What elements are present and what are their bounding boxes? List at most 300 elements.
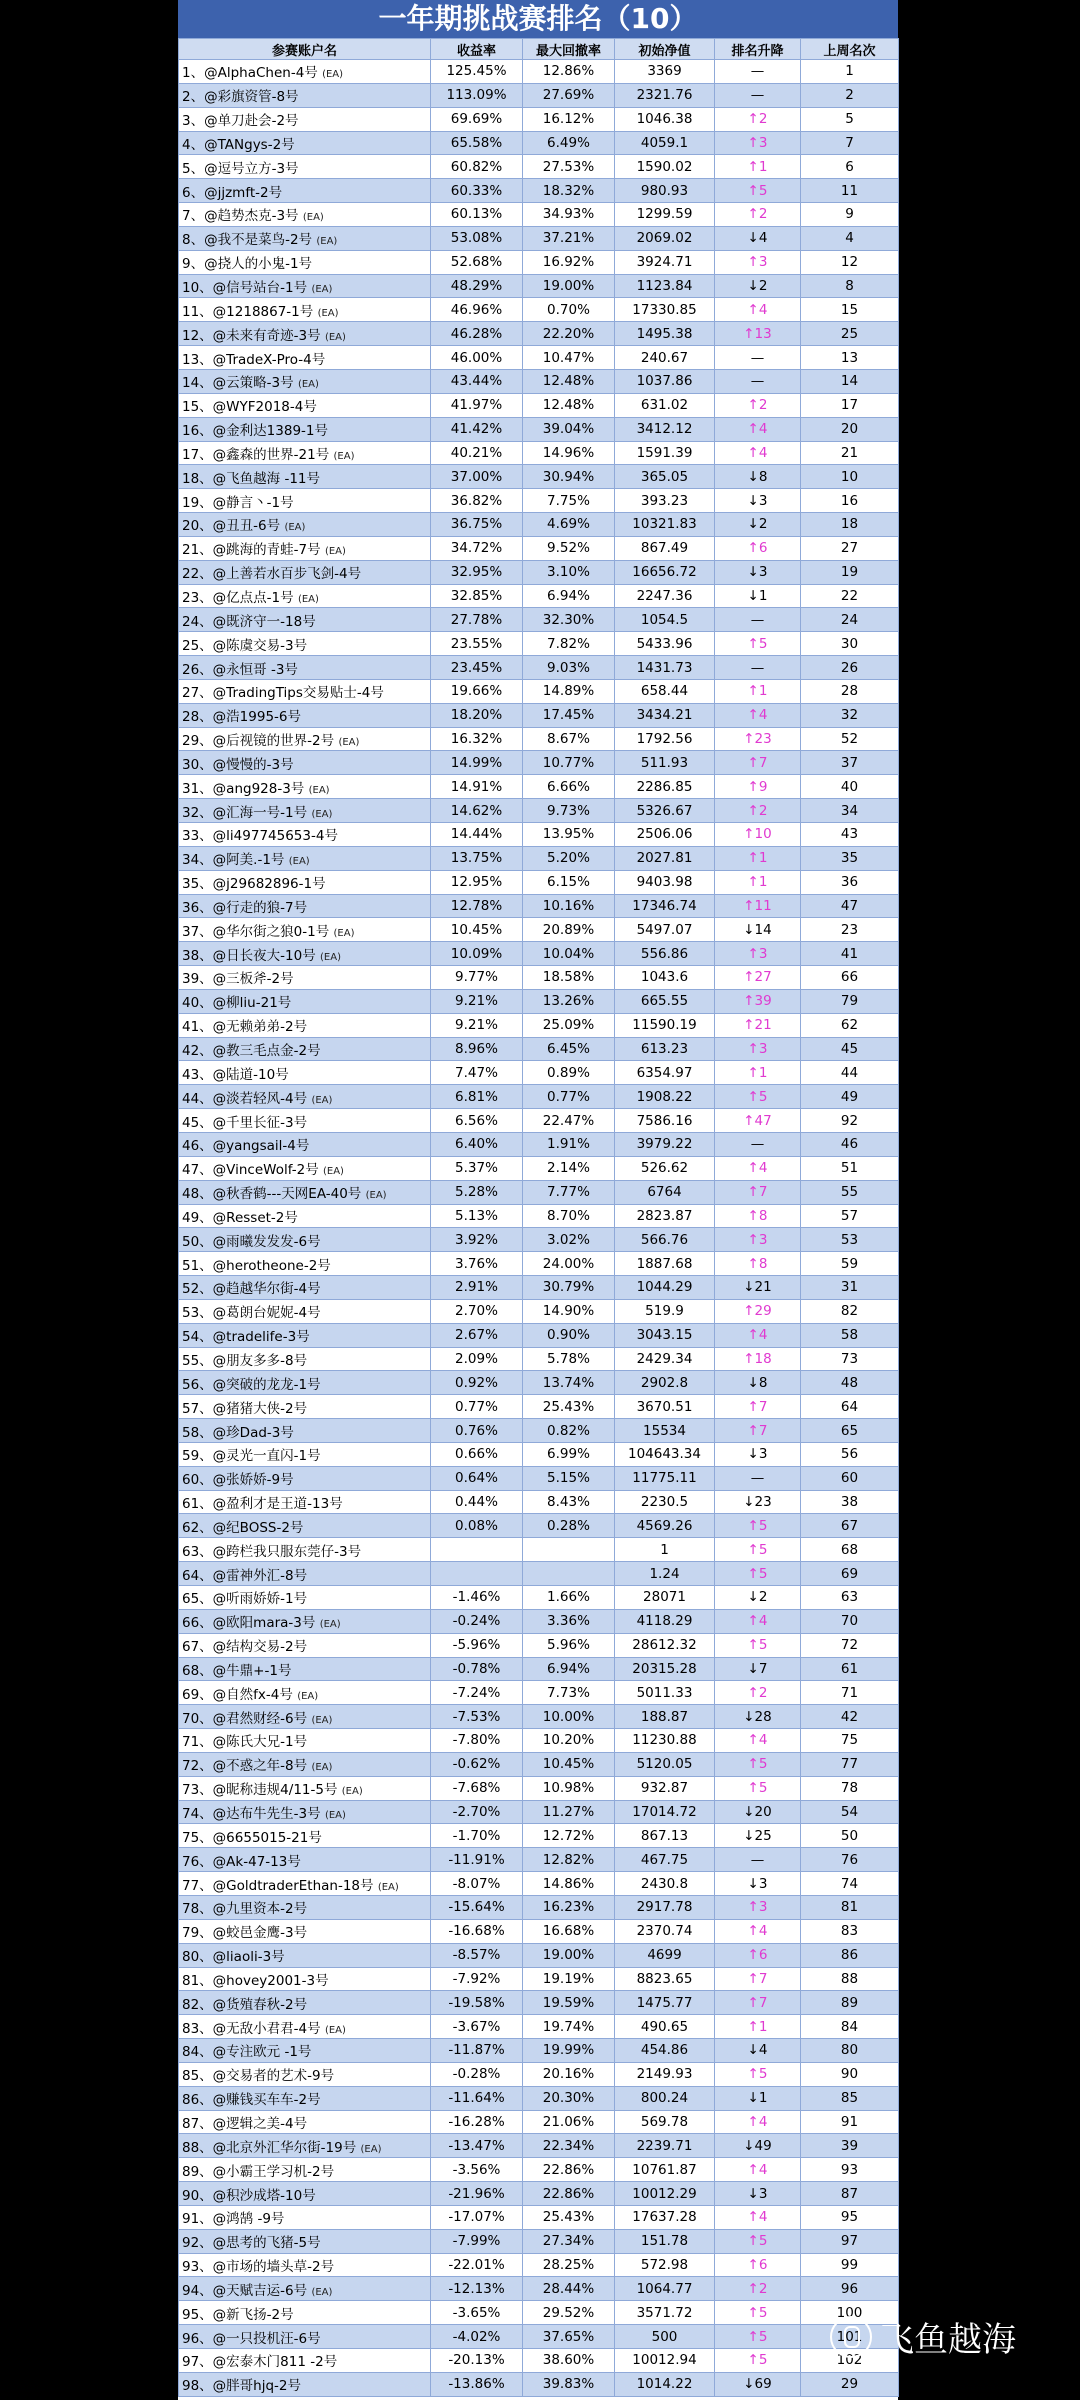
table-row xyxy=(179,2182,899,2206)
last-week-rank-cell: 56 xyxy=(801,1442,899,1466)
last-week-rank-cell: 93 xyxy=(801,2158,899,2182)
rank-change-cell: ↓14 xyxy=(715,918,801,942)
table-row xyxy=(179,1562,899,1586)
last-week-rank-cell: 49 xyxy=(801,1085,899,1109)
table-row xyxy=(179,2039,899,2063)
account-name-cell xyxy=(179,1586,431,1610)
max-drawdown-cell: 12.48% xyxy=(523,369,615,393)
initial-nav-cell: 4059.1 xyxy=(615,131,715,155)
last-week-rank-cell: 67 xyxy=(801,1514,899,1538)
account-name-cell xyxy=(179,1991,431,2015)
ea-tag: (EA) xyxy=(311,808,333,820)
ea-tag: (EA) xyxy=(297,593,319,605)
account-name: 15、@WYF2018-4号 xyxy=(182,399,317,416)
max-drawdown-cell: 10.77% xyxy=(523,751,615,775)
account-name: 78、@九里资本-2号 xyxy=(182,1901,308,1918)
initial-nav-cell: 17637.28 xyxy=(615,2205,715,2229)
ranking-document xyxy=(178,0,898,2400)
account-name: 26、@永恒哥 -3号 xyxy=(182,661,298,678)
return-cell: 8.96% xyxy=(431,1037,523,1061)
initial-nav-cell: 526.62 xyxy=(615,1156,715,1180)
initial-nav-cell: 2506.06 xyxy=(615,823,715,847)
last-week-rank-cell: 80 xyxy=(801,2039,899,2063)
account-name: 1、@AlphaChen-4号 xyxy=(182,65,318,82)
max-drawdown-cell: 19.00% xyxy=(523,274,615,298)
return-cell: 32.85% xyxy=(431,584,523,608)
rank-change-cell: ↑3 xyxy=(715,942,801,966)
return-cell: 10.09% xyxy=(431,942,523,966)
account-name-cell xyxy=(179,250,431,274)
table-row xyxy=(179,131,899,155)
initial-nav-cell: 10012.29 xyxy=(615,2182,715,2206)
rank-change-cell: ↑3 xyxy=(715,1895,801,1919)
initial-nav-cell: 3043.15 xyxy=(615,1323,715,1347)
account-name: 38、@日长夜大-10号 xyxy=(182,947,316,964)
table-row xyxy=(179,83,899,107)
return-cell: 46.28% xyxy=(431,322,523,346)
rank-change-cell: ↑7 xyxy=(715,1419,801,1443)
account-name: 65、@听雨娇娇-1号 xyxy=(182,1591,308,1608)
rank-change-cell: ↑4 xyxy=(715,417,801,441)
return-cell: 32.95% xyxy=(431,560,523,584)
account-name-cell xyxy=(179,369,431,393)
account-name-cell xyxy=(179,1633,431,1657)
last-week-rank-cell: 11 xyxy=(801,179,899,203)
initial-nav-cell: 566.76 xyxy=(615,1228,715,1252)
table-row xyxy=(179,322,899,346)
account-name: 84、@专注欧元 -1号 xyxy=(182,2044,312,2061)
account-name-cell xyxy=(179,1895,431,1919)
account-name-cell xyxy=(179,1204,431,1228)
table-row xyxy=(179,1919,899,1943)
rank-change-cell: ↑5 xyxy=(715,2062,801,2086)
last-week-rank-cell: 59 xyxy=(801,1252,899,1276)
account-name-cell xyxy=(179,1705,431,1729)
max-drawdown-cell: 7.73% xyxy=(523,1681,615,1705)
account-name-cell xyxy=(179,441,431,465)
initial-nav-cell: 1495.38 xyxy=(615,322,715,346)
rank-change-cell: ↑4 xyxy=(715,1609,801,1633)
last-week-rank-cell: 48 xyxy=(801,1371,899,1395)
account-name-cell xyxy=(179,83,431,107)
watermark xyxy=(830,2312,1016,2361)
last-week-rank-cell: 90 xyxy=(801,2062,899,2086)
account-name-cell xyxy=(179,2182,431,2206)
account-name: 24、@既济守一-18号 xyxy=(182,613,316,630)
account-name-cell xyxy=(179,1395,431,1419)
account-name-cell xyxy=(179,2229,431,2253)
last-week-rank-cell: 14 xyxy=(801,369,899,393)
max-drawdown-cell: 7.77% xyxy=(523,1180,615,1204)
initial-nav-cell: 1043.6 xyxy=(615,966,715,990)
account-name-cell xyxy=(179,513,431,537)
last-week-rank-cell: 2 xyxy=(801,83,899,107)
account-name-cell xyxy=(179,1776,431,1800)
initial-nav-cell: 3979.22 xyxy=(615,1132,715,1156)
rank-change-cell: ↑21 xyxy=(715,1013,801,1037)
max-drawdown-cell: 17.45% xyxy=(523,703,615,727)
account-name-cell xyxy=(179,1848,431,1872)
account-name-cell xyxy=(179,989,431,1013)
max-drawdown-cell: 0.70% xyxy=(523,298,615,322)
rank-change-cell: ↑4 xyxy=(715,703,801,727)
table-row xyxy=(179,2110,899,2134)
last-week-rank-cell: 89 xyxy=(801,1991,899,2015)
table-row xyxy=(179,1800,899,1824)
initial-nav-cell: 1054.5 xyxy=(615,608,715,632)
table-row xyxy=(179,942,899,966)
ea-tag: (EA) xyxy=(338,737,360,749)
last-week-rank-cell: 76 xyxy=(801,1848,899,1872)
account-name: 95、@新飞扬-2号 xyxy=(182,2306,294,2323)
account-name: 33、@li497745653-4号 xyxy=(182,828,338,845)
rank-change-cell: ↑7 xyxy=(715,1395,801,1419)
return-cell: 6.40% xyxy=(431,1132,523,1156)
initial-nav-cell: 1014.22 xyxy=(615,2372,715,2396)
initial-nav-cell: 932.87 xyxy=(615,1776,715,1800)
account-name: 21、@跳海的青蛙-7号 xyxy=(182,542,321,559)
account-name-cell xyxy=(179,1967,431,1991)
return-cell: 40.21% xyxy=(431,441,523,465)
account-name: 92、@思考的飞猪-5号 xyxy=(182,2235,321,2252)
account-name-cell xyxy=(179,1037,431,1061)
return-cell: 0.08% xyxy=(431,1514,523,1538)
rank-change-cell: ↓3 xyxy=(715,1872,801,1896)
table-row xyxy=(179,60,899,84)
account-name-cell xyxy=(179,203,431,227)
account-name: 29、@后视镜的世界-2号 xyxy=(182,733,335,750)
return-cell: -17.07% xyxy=(431,2205,523,2229)
max-drawdown-cell: 30.94% xyxy=(523,465,615,489)
return-cell: 0.66% xyxy=(431,1442,523,1466)
return-cell: 5.28% xyxy=(431,1180,523,1204)
account-name-cell xyxy=(179,2039,431,2063)
initial-nav-cell: 6354.97 xyxy=(615,1061,715,1085)
account-name-cell xyxy=(179,179,431,203)
account-name-cell xyxy=(179,632,431,656)
account-name-cell xyxy=(179,942,431,966)
ea-tag: (EA) xyxy=(311,2286,333,2298)
rank-change-cell: ↓8 xyxy=(715,1371,801,1395)
account-name-cell xyxy=(179,465,431,489)
account-name: 66、@欧阳mara-3号 xyxy=(182,1615,316,1632)
max-drawdown-cell: 8.67% xyxy=(523,727,615,751)
table-row xyxy=(179,1276,899,1300)
account-name: 37、@华尔街之狼0-1号 xyxy=(182,923,330,940)
last-week-rank-cell: 72 xyxy=(801,1633,899,1657)
table-row xyxy=(179,2301,899,2325)
account-name-cell xyxy=(179,1681,431,1705)
account-name-cell xyxy=(179,870,431,894)
account-name: 12、@未来有奇迹-3号 xyxy=(182,327,321,344)
max-drawdown-cell: 18.32% xyxy=(523,179,615,203)
last-week-rank-cell: 24 xyxy=(801,608,899,632)
max-drawdown-cell: 5.96% xyxy=(523,1633,615,1657)
last-week-rank-cell: 12 xyxy=(801,250,899,274)
table-row xyxy=(179,775,899,799)
max-drawdown-cell: 0.90% xyxy=(523,1323,615,1347)
account-name: 86、@赚钱买车车-2号 xyxy=(182,2092,321,2109)
last-week-rank-cell: 37 xyxy=(801,751,899,775)
rank-change-cell: ↑6 xyxy=(715,536,801,560)
return-cell: 0.76% xyxy=(431,1419,523,1443)
ea-tag: (EA) xyxy=(308,784,330,796)
return-cell: -21.96% xyxy=(431,2182,523,2206)
account-name-cell xyxy=(179,1800,431,1824)
rank-change-cell: ↑8 xyxy=(715,1252,801,1276)
initial-nav-cell: 1792.56 xyxy=(615,727,715,751)
initial-nav-cell: 3434.21 xyxy=(615,703,715,727)
return-cell: 34.72% xyxy=(431,536,523,560)
account-name: 93、@市场的墙头草-2号 xyxy=(182,2259,335,2276)
initial-nav-cell: 2239.71 xyxy=(615,2134,715,2158)
max-drawdown-cell: 10.16% xyxy=(523,894,615,918)
initial-nav-cell: 9403.98 xyxy=(615,870,715,894)
return-cell: 2.70% xyxy=(431,1299,523,1323)
max-drawdown-cell: 6.94% xyxy=(523,1657,615,1681)
account-name: 2、@彩旗资管-8号 xyxy=(182,89,299,106)
column-header-initial-nav: 初始净值 xyxy=(615,39,715,60)
table-row xyxy=(179,2277,899,2301)
account-name-cell xyxy=(179,60,431,84)
initial-nav-cell: 1887.68 xyxy=(615,1252,715,1276)
rank-change-cell: ↓8 xyxy=(715,465,801,489)
max-drawdown-cell: 28.44% xyxy=(523,2277,615,2301)
rank-change-cell: ↓69 xyxy=(715,2372,801,2396)
account-name-cell xyxy=(179,1371,431,1395)
account-name-cell xyxy=(179,1085,431,1109)
return-cell: -13.47% xyxy=(431,2134,523,2158)
last-week-rank-cell: 92 xyxy=(801,1109,899,1133)
max-drawdown-cell: 19.00% xyxy=(523,1943,615,1967)
rank-change-cell: ↑7 xyxy=(715,751,801,775)
rank-change-cell: — xyxy=(715,1132,801,1156)
last-week-rank-cell: 35 xyxy=(801,846,899,870)
max-drawdown-cell: 6.15% xyxy=(523,870,615,894)
last-week-rank-cell: 55 xyxy=(801,1180,899,1204)
max-drawdown-cell: 0.82% xyxy=(523,1419,615,1443)
max-drawdown-cell: 22.34% xyxy=(523,2134,615,2158)
rank-change-cell: ↑47 xyxy=(715,1109,801,1133)
return-cell: 14.44% xyxy=(431,823,523,847)
last-week-rank-cell: 81 xyxy=(801,1895,899,1919)
max-drawdown-cell: 21.06% xyxy=(523,2110,615,2134)
table-row xyxy=(179,1824,899,1848)
return-cell: -2.70% xyxy=(431,1800,523,1824)
rank-change-cell: ↓49 xyxy=(715,2134,801,2158)
return-cell: 125.45% xyxy=(431,60,523,84)
return-cell: 13.75% xyxy=(431,846,523,870)
max-drawdown-cell: 37.21% xyxy=(523,226,615,250)
initial-nav-cell: 1590.02 xyxy=(615,155,715,179)
table-row xyxy=(179,465,899,489)
last-week-rank-cell: 15 xyxy=(801,298,899,322)
max-drawdown-cell: 3.02% xyxy=(523,1228,615,1252)
max-drawdown-cell: 34.93% xyxy=(523,203,615,227)
return-cell: 10.45% xyxy=(431,918,523,942)
max-drawdown-cell: 19.19% xyxy=(523,1967,615,1991)
ea-tag: (EA) xyxy=(365,1190,387,1202)
account-name: 23、@亿点点-1号 xyxy=(182,589,294,606)
account-name: 39、@三板斧-2号 xyxy=(182,971,294,988)
table-row xyxy=(179,1586,899,1610)
last-week-rank-cell: 40 xyxy=(801,775,899,799)
max-drawdown-cell: 6.99% xyxy=(523,1442,615,1466)
last-week-rank-cell: 54 xyxy=(801,1800,899,1824)
return-cell: -0.78% xyxy=(431,1657,523,1681)
table-row xyxy=(179,107,899,131)
return-cell: 69.69% xyxy=(431,107,523,131)
last-week-rank-cell: 16 xyxy=(801,489,899,513)
initial-nav-cell: 1046.38 xyxy=(615,107,715,131)
initial-nav-cell: 3924.71 xyxy=(615,250,715,274)
max-drawdown-cell: 30.79% xyxy=(523,1276,615,1300)
max-drawdown-cell: 7.75% xyxy=(523,489,615,513)
last-week-rank-cell: 91 xyxy=(801,2110,899,2134)
return-cell: 113.09% xyxy=(431,83,523,107)
table-row xyxy=(179,2229,899,2253)
max-drawdown-cell: 0.28% xyxy=(523,1514,615,1538)
rank-change-cell: ↑7 xyxy=(715,1967,801,1991)
max-drawdown-cell: 32.30% xyxy=(523,608,615,632)
rank-change-cell: ↑4 xyxy=(715,441,801,465)
max-drawdown-cell: 20.30% xyxy=(523,2086,615,2110)
account-name: 30、@慢慢的-3号 xyxy=(182,756,294,773)
last-week-rank-cell: 22 xyxy=(801,584,899,608)
table-row xyxy=(179,179,899,203)
initial-nav-cell: 17014.72 xyxy=(615,1800,715,1824)
account-name-cell xyxy=(179,2158,431,2182)
rank-change-cell: ↑1 xyxy=(715,679,801,703)
return-cell: 36.75% xyxy=(431,513,523,537)
last-week-rank-cell: 79 xyxy=(801,989,899,1013)
table-row xyxy=(179,1514,899,1538)
return-cell: -19.58% xyxy=(431,1991,523,2015)
account-name-cell xyxy=(179,703,431,727)
rank-change-cell: ↑4 xyxy=(715,2158,801,2182)
max-drawdown-cell: 39.04% xyxy=(523,417,615,441)
return-cell: -22.01% xyxy=(431,2253,523,2277)
initial-nav-cell: 2823.87 xyxy=(615,1204,715,1228)
initial-nav-cell: 1044.29 xyxy=(615,1276,715,1300)
account-name: 3、@单刀赴会-2号 xyxy=(182,113,299,130)
rank-change-cell: ↑3 xyxy=(715,1228,801,1252)
rank-change-cell: ↑1 xyxy=(715,1061,801,1085)
return-cell: -13.86% xyxy=(431,2372,523,2396)
last-week-rank-cell: 69 xyxy=(801,1562,899,1586)
max-drawdown-cell: 11.27% xyxy=(523,1800,615,1824)
rank-change-cell: ↓2 xyxy=(715,1586,801,1610)
return-cell: -3.67% xyxy=(431,2015,523,2039)
account-name-cell xyxy=(179,2253,431,2277)
account-name-cell xyxy=(179,2110,431,2134)
account-name-cell xyxy=(179,1657,431,1681)
return-cell: 12.78% xyxy=(431,894,523,918)
initial-nav-cell: 665.55 xyxy=(615,989,715,1013)
rank-change-cell: — xyxy=(715,369,801,393)
table-row xyxy=(179,1085,899,1109)
rank-change-cell: ↑5 xyxy=(715,1085,801,1109)
max-drawdown-cell: 39.83% xyxy=(523,2372,615,2396)
account-name-cell xyxy=(179,894,431,918)
max-drawdown-cell: 22.20% xyxy=(523,322,615,346)
account-name-cell xyxy=(179,1729,431,1753)
account-name-cell xyxy=(179,1419,431,1443)
rank-change-cell: ↑5 xyxy=(715,1752,801,1776)
last-week-rank-cell: 63 xyxy=(801,1586,899,1610)
return-cell: 60.33% xyxy=(431,179,523,203)
rank-change-cell: ↑1 xyxy=(715,155,801,179)
initial-nav-cell: 6764 xyxy=(615,1180,715,1204)
initial-nav-cell: 2917.78 xyxy=(615,1895,715,1919)
rank-change-cell: ↓1 xyxy=(715,2086,801,2110)
table-row xyxy=(179,656,899,680)
table-row xyxy=(179,1538,899,1562)
last-week-rank-cell: 61 xyxy=(801,1657,899,1681)
table-row xyxy=(179,2015,899,2039)
return-cell: 23.45% xyxy=(431,656,523,680)
last-week-rank-cell: 19 xyxy=(801,560,899,584)
account-name: 6、@jjzmft-2号 xyxy=(182,184,283,201)
return-cell: -8.07% xyxy=(431,1872,523,1896)
account-name: 64、@雷神外汇-8号 xyxy=(182,1567,308,1584)
account-name: 34、@阿美.-1号 xyxy=(182,852,285,869)
table-row xyxy=(179,1037,899,1061)
table-row xyxy=(179,393,899,417)
ea-tag: (EA) xyxy=(311,284,333,296)
return-cell: -4.02% xyxy=(431,2325,523,2349)
account-name-cell xyxy=(179,1562,431,1586)
account-name-cell xyxy=(179,1252,431,1276)
table-row xyxy=(179,2349,899,2373)
account-name-cell xyxy=(179,1276,431,1300)
max-drawdown-cell: 14.86% xyxy=(523,1872,615,1896)
last-week-rank-cell: 58 xyxy=(801,1323,899,1347)
table-header-row xyxy=(179,39,899,60)
last-week-rank-cell: 64 xyxy=(801,1395,899,1419)
account-name-cell xyxy=(179,131,431,155)
return-cell: 6.81% xyxy=(431,1085,523,1109)
initial-nav-cell: 17346.74 xyxy=(615,894,715,918)
last-week-rank-cell: 27 xyxy=(801,536,899,560)
rank-change-cell: ↑11 xyxy=(715,894,801,918)
max-drawdown-cell: 10.47% xyxy=(523,346,615,370)
rank-change-cell: ↑10 xyxy=(715,823,801,847)
max-drawdown-cell: 12.72% xyxy=(523,1824,615,1848)
rank-change-cell: ↑23 xyxy=(715,727,801,751)
ea-tag: (EA) xyxy=(302,212,324,224)
initial-nav-cell: 2430.8 xyxy=(615,1872,715,1896)
rank-change-cell: ↑5 xyxy=(715,1538,801,1562)
last-week-rank-cell: 52 xyxy=(801,727,899,751)
account-name: 51、@herotheone-2号 xyxy=(182,1257,331,1274)
return-cell: -7.80% xyxy=(431,1729,523,1753)
return-cell: -11.87% xyxy=(431,2039,523,2063)
return-cell: 36.82% xyxy=(431,489,523,513)
table-row xyxy=(179,1323,899,1347)
return-cell: 46.96% xyxy=(431,298,523,322)
last-week-rank-cell: 29 xyxy=(801,2372,899,2396)
initial-nav-cell: 4569.26 xyxy=(615,1514,715,1538)
last-week-rank-cell: 13 xyxy=(801,346,899,370)
table-row xyxy=(179,632,899,656)
last-week-rank-cell: 82 xyxy=(801,1299,899,1323)
account-name: 9、@挠人的小鬼-1号 xyxy=(182,256,313,273)
initial-nav-cell: 28612.32 xyxy=(615,1633,715,1657)
last-week-rank-cell: 38 xyxy=(801,1490,899,1514)
table-row xyxy=(179,1776,899,1800)
max-drawdown-cell: 6.66% xyxy=(523,775,615,799)
